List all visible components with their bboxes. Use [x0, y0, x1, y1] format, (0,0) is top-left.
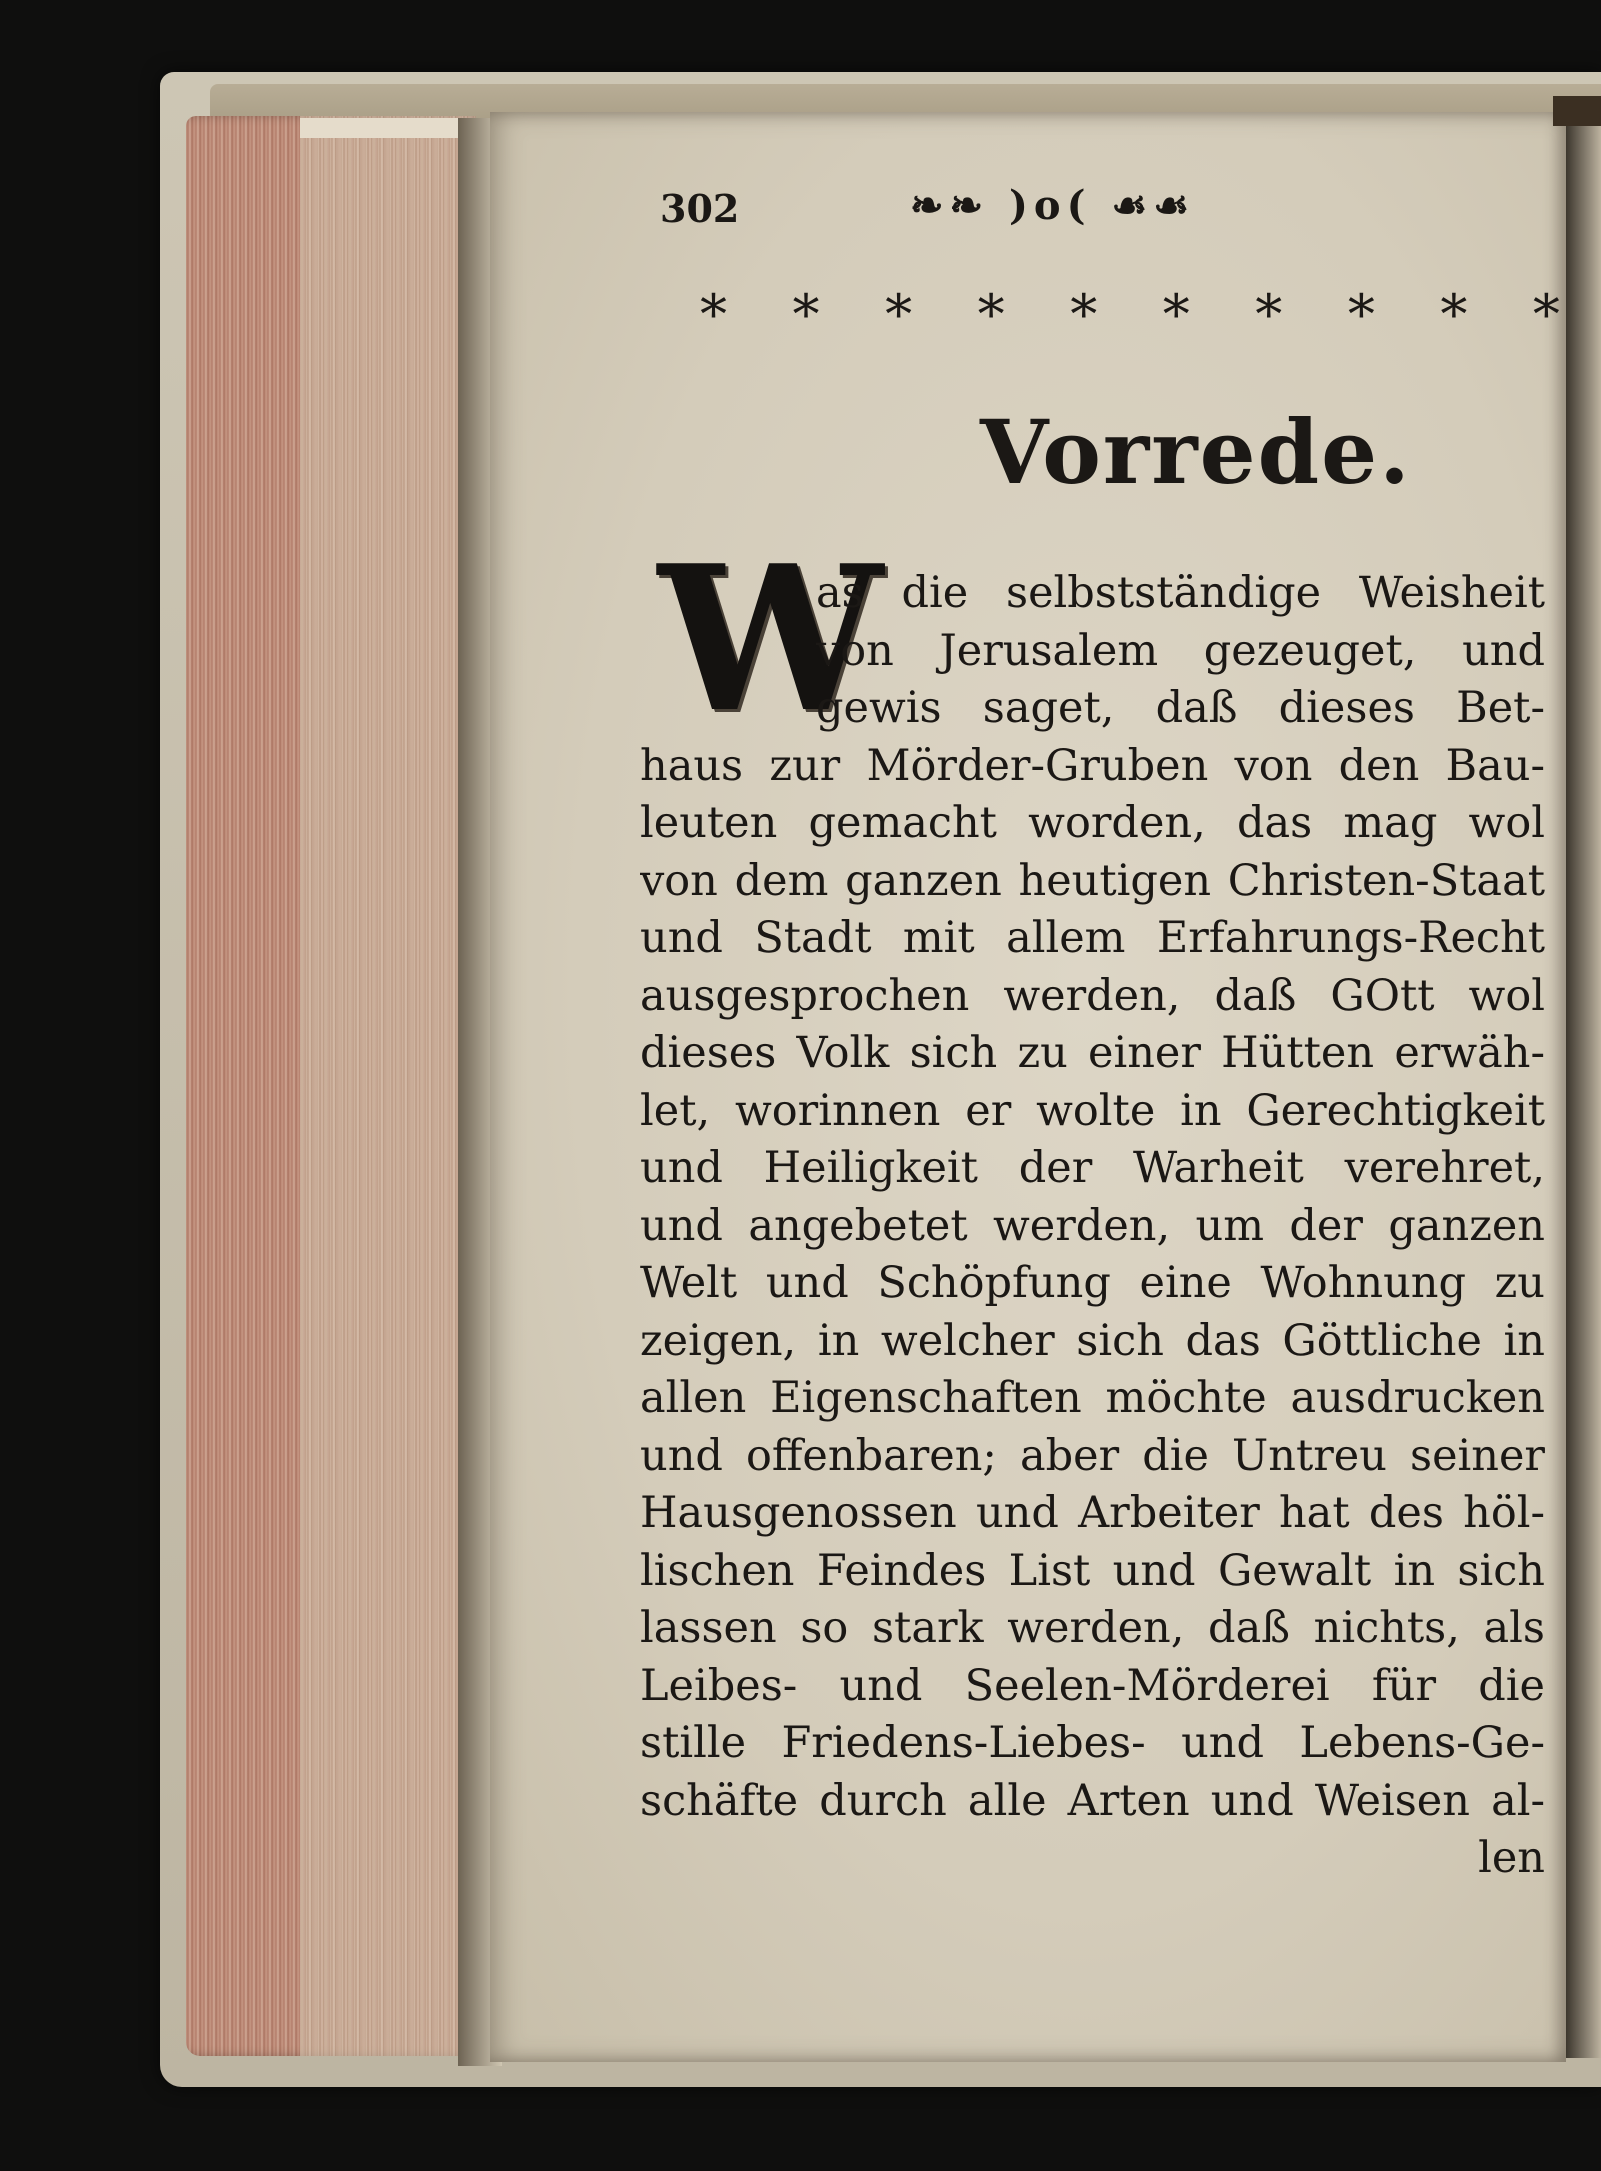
asterisk-divider — [700, 285, 1560, 345]
asterisk-ornament: * — [700, 283, 727, 346]
text-line: stille Friedens-Liebes- und Lebens-Ge- — [640, 1718, 1545, 1768]
text-line: dieses Volk sich zu einer Hütten erwäh- — [640, 1028, 1545, 1078]
chapter-heading: Vorrede. — [980, 400, 1412, 504]
page-text-block — [640, 180, 1560, 1883]
text-line: und angebetet werden, um der ganzen — [640, 1200, 1545, 1251]
running-head — [640, 180, 1545, 236]
text-line: leuten gemacht worden, das mag wol — [640, 798, 1545, 848]
asterisk-ornament: * — [885, 283, 913, 346]
text-line: und Heiligkeit der Warheit verehret, — [640, 1143, 1545, 1193]
page-stack — [300, 116, 476, 2056]
text-line: as die selbstständige Weisheit — [816, 568, 1545, 618]
text-line: haus zur Mörder-Gruben von den Bau- — [640, 740, 1545, 791]
text-line: von dem ganzen heutigen Christen-Staat — [640, 855, 1545, 906]
text-line: zeigen, in welcher sich das Göttliche in — [640, 1315, 1545, 1366]
text-line: allen Eigenschaften möchte ausdrucken — [640, 1373, 1545, 1423]
body-text — [640, 565, 1545, 1888]
asterisk-ornament: * — [1162, 283, 1190, 346]
page-number: 302 — [660, 186, 740, 231]
text-line: schäfte durch alle Arten und Weisen al- — [640, 1775, 1545, 1826]
asterisk-ornament: * — [792, 283, 820, 346]
asterisk-ornament: * — [977, 283, 1005, 346]
head-ornament: ❧❧ )o( ☙☙ — [910, 182, 1196, 229]
asterisk-ornament: * — [1440, 283, 1468, 346]
text-line: und Stadt mit allem Erfahrungs-Recht — [640, 913, 1545, 963]
drop-cap: W — [658, 522, 883, 757]
text-line: let, worinnen er wolte in Gerechtigkeit — [640, 1085, 1545, 1136]
text-line: lischen Feindes List und Gewalt in sich — [640, 1545, 1545, 1596]
text-line: lassen so stark werden, daß nichts, als — [640, 1603, 1545, 1653]
text-line: Welt und Schöpfung eine Wohnung zu — [640, 1258, 1545, 1308]
text-line: Leibes- und Seelen-Mörderei für die — [640, 1660, 1545, 1711]
asterisk-ornament: * — [1070, 283, 1098, 346]
asterisk-ornament: * — [1255, 283, 1283, 346]
catchword: len — [1478, 1833, 1545, 1883]
asterisk-ornament: * — [1532, 283, 1560, 346]
asterisk-ornament: * — [1347, 283, 1375, 346]
text-line: ausgesprochen werden, daß GOtt wol — [640, 970, 1545, 1021]
text-line: von Jerusalem gezeuget, und — [816, 625, 1545, 676]
text-line: und offenbaren; aber die Untreu seiner — [640, 1430, 1545, 1481]
facing-page-edge — [1566, 118, 1601, 2058]
text-line: Hausgenossen und Arbeiter hat des höl- — [640, 1488, 1545, 1538]
binding-corner — [1553, 96, 1601, 126]
text-line: gewis saget, daß dieses Bet- — [816, 683, 1545, 733]
